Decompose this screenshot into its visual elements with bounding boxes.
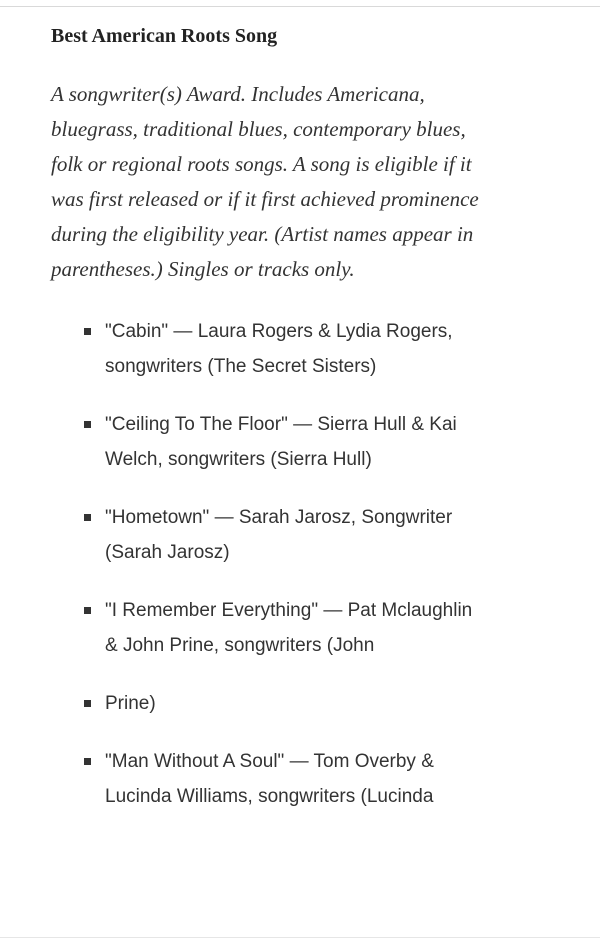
nominee-text: Prine) [105, 693, 156, 714]
nominee-text: "Man Without A Soul" — Tom Overby & Lucinda Williams, songwriters (Lucinda [105, 751, 434, 807]
square-bullet-icon [84, 607, 91, 614]
square-bullet-icon [84, 328, 91, 335]
section-title: Best American Roots Song [51, 25, 278, 47]
square-bullet-icon [84, 700, 91, 707]
nominee-text: "Hometown" — Sarah Jarosz, Songwriter (Sarah Jarosz) [105, 507, 453, 563]
article-section [51, 22, 571, 837]
category-description: A songwriter(s) Award. Includes Americana, bluegrass, traditional blues, contemporary blues, folk or regional roots songs. A song is eligible if it was first released or if it first achieved prominence during the eligibility year. (Artist names appear in parentheses.) Singles or tracks only. [51, 82, 479, 281]
square-bullet-icon [84, 421, 91, 428]
square-bullet-icon [84, 514, 91, 521]
list-item [51, 407, 475, 477]
list-item [51, 593, 475, 663]
list-item [51, 686, 475, 721]
nominee-text: "Ceiling To The Floor" — Sierra Hull & Kai Welch, songwriters (Sierra Hull) [105, 414, 457, 470]
list-item [51, 314, 475, 384]
list-item [51, 500, 475, 570]
square-bullet-icon [84, 758, 91, 765]
nominee-list [51, 314, 571, 814]
nominee-text: "Cabin" — Laura Rogers & Lydia Rogers, songwriters (The Secret Sisters) [105, 321, 453, 377]
nominee-text: "I Remember Everything" — Pat Mclaughlin & John Prine, songwriters (John [105, 600, 473, 656]
list-item [51, 744, 475, 814]
top-divider [0, 0, 600, 7]
